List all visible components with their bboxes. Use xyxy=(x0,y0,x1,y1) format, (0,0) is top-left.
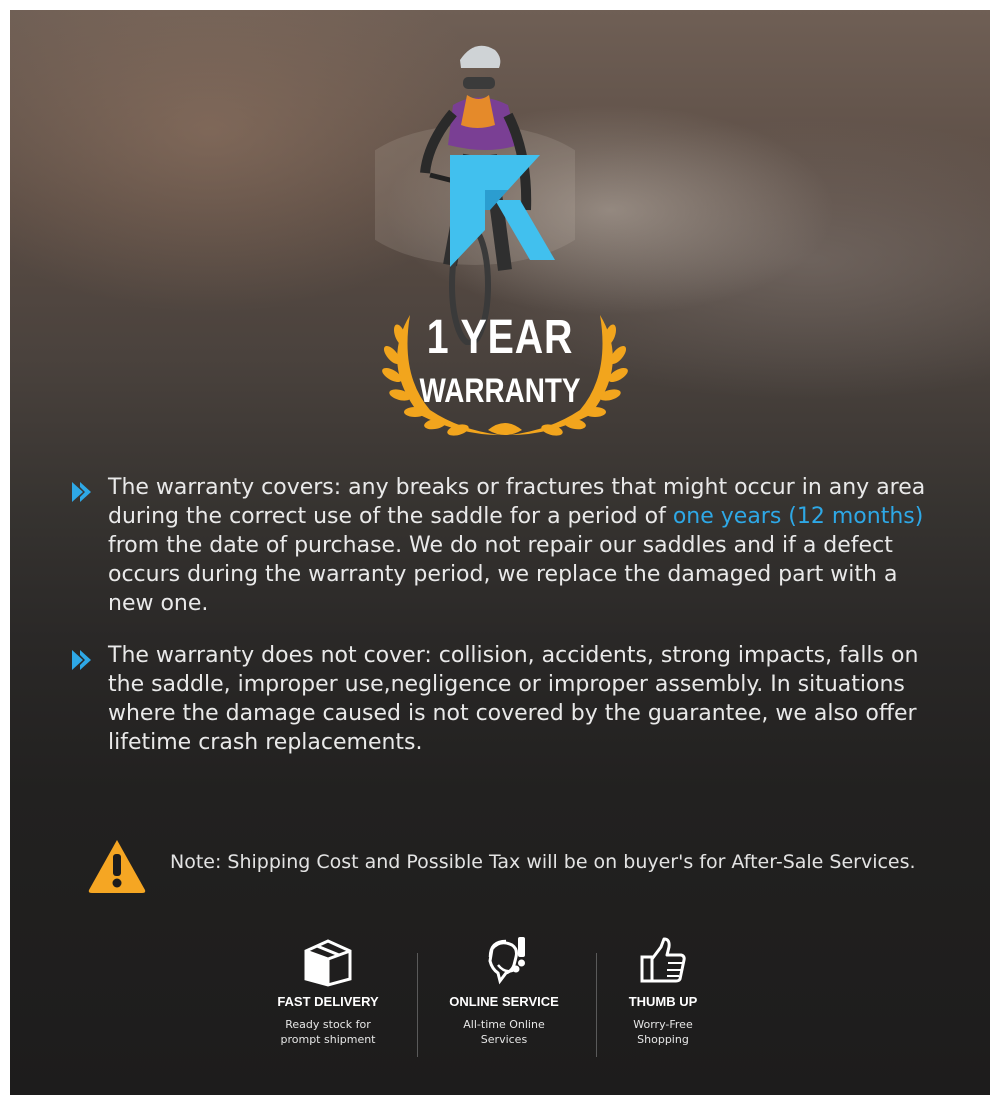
service-desc: Ready stock for prompt shipment xyxy=(280,1018,376,1046)
thumbs-up-icon xyxy=(637,935,689,987)
service-thumb-up xyxy=(588,935,738,1047)
service-desc: All-time Online Services xyxy=(463,1018,545,1046)
warranty-banner xyxy=(10,10,990,1095)
divider xyxy=(417,953,418,1057)
service-fast-delivery xyxy=(253,935,403,1047)
brand-logo-icon xyxy=(440,155,560,270)
service-title: THUMB UP xyxy=(628,994,698,1009)
service-title: ONLINE SERVICE xyxy=(449,994,559,1009)
warranty-years-heading: 1 YEAR xyxy=(426,311,574,364)
warranty-period-highlight: one years (12 months) xyxy=(672,504,924,529)
warning-icon xyxy=(87,838,147,894)
headset-icon xyxy=(478,935,530,987)
shipping-note: Note: Shipping Cost and Possible Tax will be on buyer's for After-Sale Services. xyxy=(170,851,916,873)
warranty-exclusions-text: The warranty does not cover: collision, accidents, strong impacts, falls on the saddle, improper use,negligence or improper assembly. In situations where the damage caused is not covered by the guarantee, we also offer lifetime crash replacements. xyxy=(108,643,919,755)
double-chevron-right-icon xyxy=(70,648,94,672)
box-icon xyxy=(302,935,354,987)
double-chevron-right-icon xyxy=(70,480,94,504)
warranty-covers-text: The warranty covers: any breaks or fractures that might occur in any area during the correct use of the saddle for a period of one years (12 months) from the date of purchase. We do not repair our saddles and if a defect occurs during the warranty period, we replace the damaged part with a new one. xyxy=(108,475,926,616)
service-title: FAST DELIVERY xyxy=(277,994,379,1009)
warranty-heading: WARRANTY xyxy=(419,372,581,410)
service-desc: Worry-Free Shopping xyxy=(633,1018,693,1046)
service-online-service xyxy=(429,935,579,1047)
